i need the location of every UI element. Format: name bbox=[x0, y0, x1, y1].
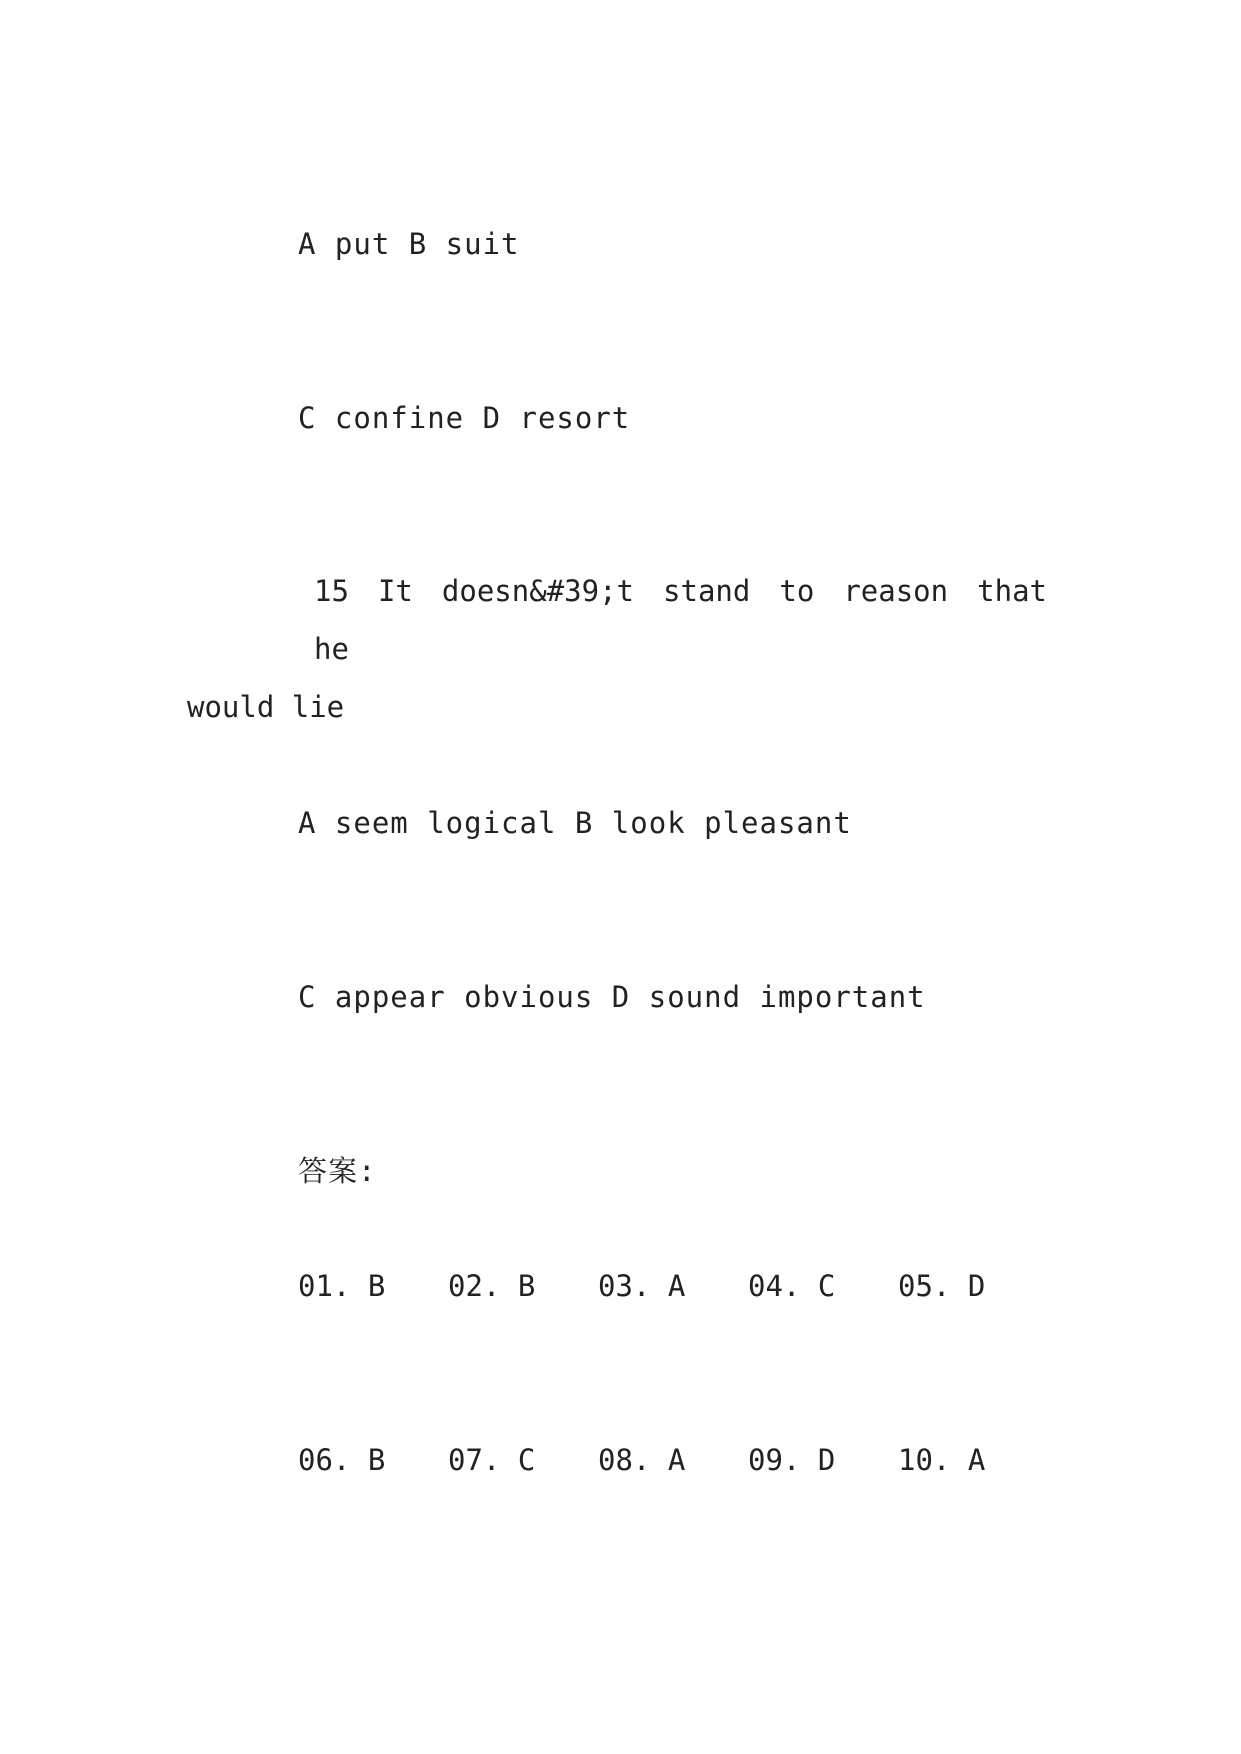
q15-options-cd: C appear obvious D sound important bbox=[298, 980, 926, 1014]
answer-item: 06. B bbox=[298, 1443, 386, 1477]
answer-item: 08. A bbox=[598, 1443, 686, 1477]
answers-row-1 bbox=[298, 1257, 1048, 1315]
q15-stem-line2: would lie bbox=[187, 690, 345, 724]
answer-item: 02. B bbox=[448, 1269, 536, 1303]
answer-heading: 答案: bbox=[298, 1154, 377, 1188]
q15-options-ab: A seem logical B look pleasant bbox=[298, 806, 852, 840]
answer-item: 09. D bbox=[748, 1443, 836, 1477]
answers-row-2 bbox=[298, 1431, 1048, 1489]
q15-stem bbox=[187, 562, 1047, 736]
answer-item: 04. C bbox=[748, 1269, 836, 1303]
answer-item: 07. C bbox=[448, 1443, 536, 1477]
answer-item: 05. D bbox=[898, 1269, 986, 1303]
q15-stem-line1: 15 It doesn&#39;t stand to reason that he bbox=[314, 574, 1047, 666]
answer-item: 10. A bbox=[898, 1443, 986, 1477]
q14-options-cd: C confine D resort bbox=[298, 401, 631, 435]
answer-item: 03. A bbox=[598, 1269, 686, 1303]
answer-item: 01. B bbox=[298, 1269, 386, 1303]
q14-options-ab: A put B suit bbox=[298, 227, 520, 261]
